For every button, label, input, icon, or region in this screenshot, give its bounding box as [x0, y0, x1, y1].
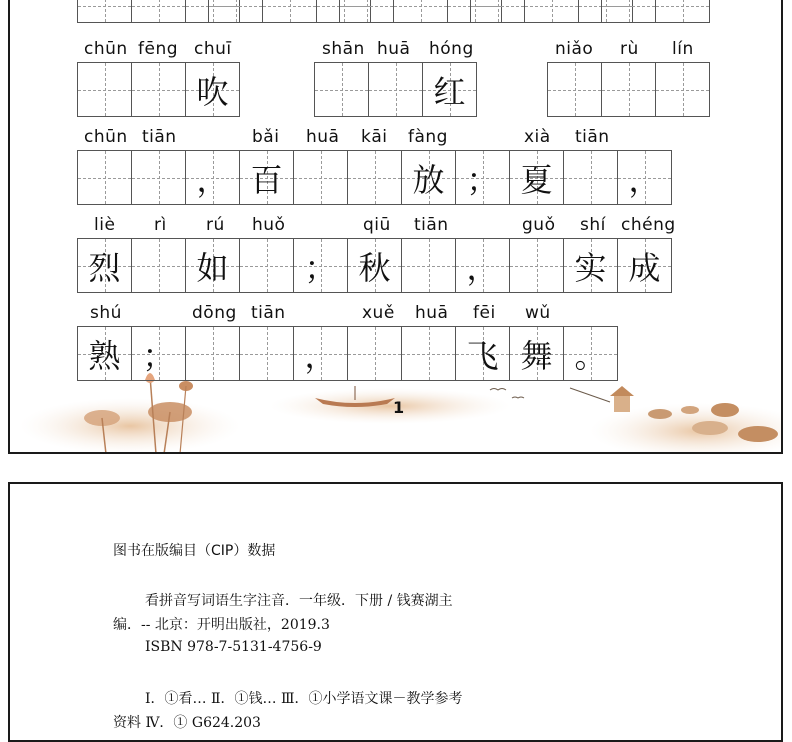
hanzi: 秋 — [358, 248, 391, 287]
pinyin: guǒ — [522, 215, 556, 235]
grid-cell[interactable] — [132, 63, 186, 117]
grid-cell[interactable] — [78, 151, 132, 205]
pinyin: kāi — [361, 127, 388, 147]
pinyin: rù — [620, 39, 639, 59]
page-number: 1 — [393, 398, 405, 417]
pinyin: fēng — [138, 39, 179, 59]
grid-cell[interactable] — [186, 327, 240, 381]
pinyin: chūn — [84, 127, 128, 147]
pinyin: huā — [415, 303, 449, 323]
grid-cell[interactable] — [315, 63, 369, 117]
grid-cell — [240, 151, 294, 205]
grid-cell — [294, 327, 348, 381]
grid-cell — [456, 151, 510, 205]
grid-cell — [78, 239, 132, 293]
grid-cell[interactable] — [294, 151, 348, 205]
grid-cell[interactable] — [348, 151, 402, 205]
pinyin: xià — [524, 127, 551, 147]
hanzi: 成 — [628, 248, 661, 287]
pinyin: shú — [90, 303, 122, 323]
pinyin: tiān — [142, 127, 177, 147]
pinyin: fēi — [473, 303, 496, 323]
grid-cell — [348, 239, 402, 293]
grid-cell — [132, 327, 186, 381]
punctuation: ； — [304, 248, 337, 287]
hanzi: 实 — [574, 248, 607, 287]
hanzi: 吹 — [196, 72, 229, 111]
pinyin: shān — [322, 39, 365, 59]
pinyin: chuī — [194, 39, 232, 59]
writing-grid-row1-group3 — [547, 62, 710, 117]
hanzi: 如 — [196, 248, 229, 287]
pinyin: dōng — [192, 303, 237, 323]
hanzi: 熟 — [88, 336, 121, 375]
worksheet-page — [8, 0, 783, 454]
hanzi: 飞 — [466, 336, 499, 375]
pinyin: huā — [377, 39, 411, 59]
grid-cell — [402, 151, 456, 205]
grid-cell — [564, 327, 618, 381]
pinyin: xuě — [362, 303, 395, 323]
writing-grid-row1-group1 — [77, 62, 240, 117]
pinyin: chéng — [621, 215, 676, 235]
cip-line-2: 编．-- 北京：开明出版社，2019.3 — [113, 617, 330, 633]
grid-cell — [564, 239, 618, 293]
punctuation: ； — [142, 336, 175, 375]
grid-cell[interactable] — [240, 327, 294, 381]
grid-cell[interactable] — [510, 239, 564, 293]
grid-cell — [510, 151, 564, 205]
pinyin: niǎo — [555, 39, 594, 59]
grid-cell[interactable] — [656, 63, 710, 117]
pinyin: liè — [94, 215, 116, 235]
pinyin: tiān — [251, 303, 286, 323]
cip-line-5: 资料 Ⅳ．① G624.203 — [113, 715, 261, 731]
pinyin: tiān — [575, 127, 610, 147]
punctuation: ， — [466, 248, 499, 287]
pinyin: hóng — [429, 39, 474, 59]
grid-cell — [618, 239, 672, 293]
grid-cell — [456, 239, 510, 293]
punctuation: 。 — [574, 336, 607, 375]
grid-cell[interactable] — [132, 151, 186, 205]
grid-cell — [456, 327, 510, 381]
hanzi: 百 — [250, 160, 283, 199]
writing-grid-row4 — [77, 326, 618, 381]
hanzi: 烈 — [88, 248, 121, 287]
pinyin: rú — [206, 215, 225, 235]
grid-cell — [294, 239, 348, 293]
writing-grid-row2 — [77, 150, 672, 205]
cip-isbn: ISBN 978-7-5131-4756-9 — [145, 639, 322, 655]
grid-cell[interactable] — [548, 63, 602, 117]
pinyin: qiū — [363, 215, 391, 235]
cip-line-1: 看拼音写词语生字注音．一年级．下册 / 钱赛湖主 — [145, 593, 453, 609]
grid-cell — [423, 63, 477, 117]
pinyin: huǒ — [252, 215, 286, 235]
grid-cell[interactable] — [132, 239, 186, 293]
grid-cell — [618, 151, 672, 205]
grid-cell[interactable] — [240, 239, 294, 293]
hanzi: 夏 — [520, 160, 553, 199]
punctuation: ， — [628, 160, 661, 199]
grid-cell[interactable] — [78, 63, 132, 117]
cip-data-page — [8, 482, 783, 742]
grid-cell[interactable] — [369, 63, 423, 117]
cip-line-4: Ⅰ．①看… Ⅱ．①钱… Ⅲ．①小学语文课－教学参考 — [145, 691, 463, 707]
punctuation: ， — [304, 336, 337, 375]
pinyin: bǎi — [252, 127, 280, 147]
grid-cell[interactable] — [602, 63, 656, 117]
grid-cell — [186, 151, 240, 205]
grid-cell[interactable] — [564, 151, 618, 205]
cip-heading: 图书在版编目（CIP）数据 — [113, 543, 276, 559]
grid-cell[interactable] — [348, 327, 402, 381]
pinyin: tiān — [414, 215, 449, 235]
pinyin: huā — [306, 127, 340, 147]
grid-cell — [510, 327, 564, 381]
pinyin: lín — [672, 39, 694, 59]
grid-cell — [186, 239, 240, 293]
punctuation: ； — [466, 160, 499, 199]
writing-grid-row3 — [77, 238, 672, 293]
punctuation: ， — [196, 160, 229, 199]
pinyin: fàng — [408, 127, 448, 147]
grid-cell — [186, 63, 240, 117]
pinyin: chūn — [84, 39, 128, 59]
pinyin: shí — [580, 215, 606, 235]
hanzi: 舞 — [520, 336, 553, 375]
pinyin: wǔ — [525, 303, 551, 323]
grid-cell[interactable] — [402, 327, 456, 381]
grid-cell — [78, 327, 132, 381]
pinyin: rì — [154, 215, 167, 235]
writing-grid-row1-group2 — [314, 62, 477, 117]
hanzi: 红 — [433, 72, 466, 111]
hanzi: 放 — [412, 160, 445, 199]
grid-cell[interactable] — [402, 239, 456, 293]
writing-grid-top-5 — [601, 0, 710, 23]
